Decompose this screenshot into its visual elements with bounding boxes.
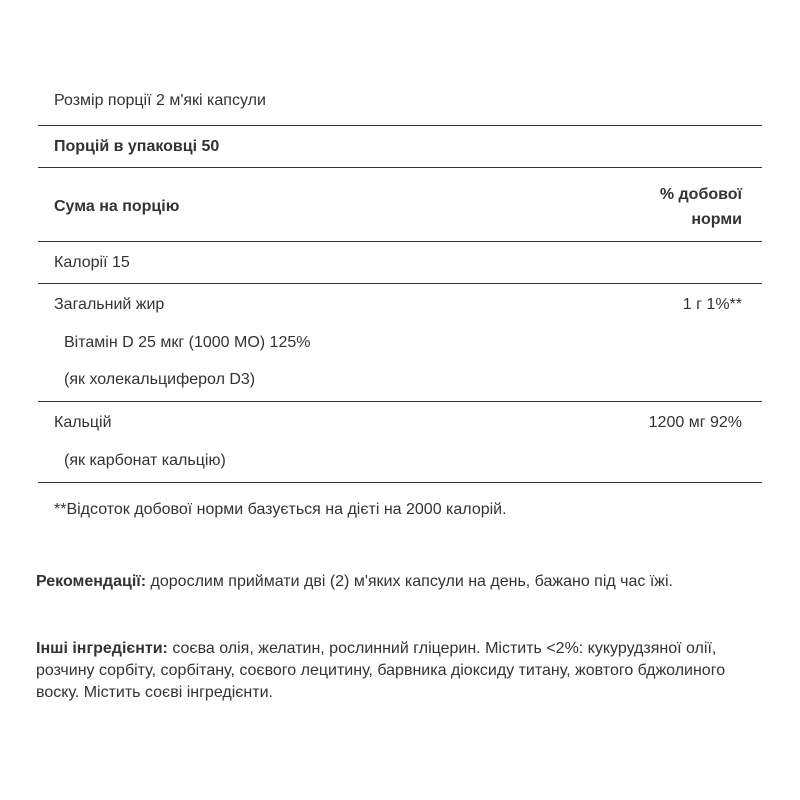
servings-per-container-row [38, 126, 762, 168]
supplement-facts-table [38, 80, 762, 522]
table-header-row [38, 168, 762, 242]
nutrient-row-calcium [38, 402, 762, 440]
nutrient-name: Калорії 15 [54, 254, 130, 271]
ingredients-paragraph [36, 638, 766, 704]
amount-per-serving-header: Сума на порцію [54, 198, 180, 215]
ingredients-text: соєва олія, желатин, рослинний гліцерин. Містить <2%: кукурудзяної олії, розчину сорбіту, сорбітану, соєвого лецитину, барвника діоксиду титану, жовтого бджолиного воску. Містить соєві інгредієнти. [36, 640, 726, 701]
ingredients-label: Інші інгредієнти: [36, 640, 168, 657]
servings-per-container: Порцій в упаковці 50 [54, 138, 220, 155]
nutrient-name: Кальцій [54, 414, 112, 431]
nutrient-name: Загальний жир [54, 296, 165, 313]
nutrient-row-cholecalciferol [38, 359, 762, 402]
serving-size: Розмір порції 2 м'які капсули [54, 92, 266, 109]
footnote-row [38, 483, 558, 522]
daily-value-footnote: **Відсоток добової норми базується на дієті на 2000 калорій. [54, 501, 507, 518]
nutrient-row-calcium-carbonate [38, 440, 762, 483]
daily-value-header [660, 182, 742, 232]
nutrient-row-total-fat [38, 284, 762, 322]
nutrient-row-calories [38, 242, 762, 284]
daily-value-header-line2: норми [691, 211, 742, 228]
nutrient-row-vitamin-d [38, 322, 762, 359]
recommendations-label: Рекомендації: [36, 573, 147, 590]
recommendations-text: дорослим приймати дві (2) м'яких капсули на день, бажано під час їжі. [146, 573, 673, 590]
nutrient-name: Вітамін D 25 мкг (1000 МО) 125% [64, 334, 311, 351]
nutrient-value: 1200 мг 92% [648, 414, 742, 431]
nutrient-source: (як холекальциферол D3) [64, 371, 256, 388]
daily-value-header-line1: % добової [659, 186, 742, 203]
recommendations-paragraph [36, 571, 766, 593]
nutrient-value: 1 г 1%** [682, 296, 742, 313]
nutrient-source: (як карбонат кальцію) [64, 452, 226, 469]
serving-size-row [38, 80, 762, 126]
